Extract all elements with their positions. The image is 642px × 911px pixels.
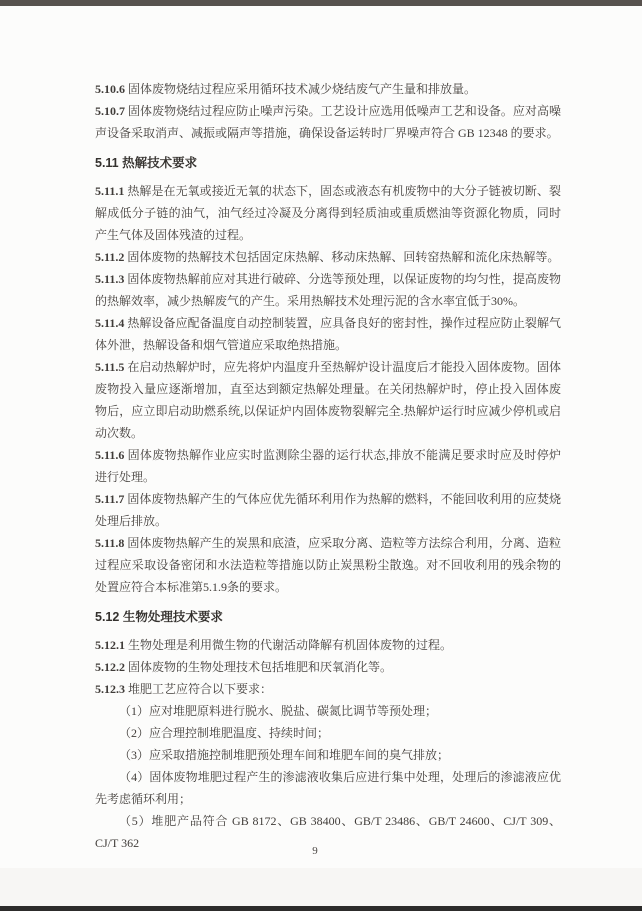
paragraph-text: 固体废物的热解技术包括固定床热解、移动床热解、回转窑热解和流化床热解等。: [127, 250, 560, 264]
paragraph-text: （2）应合理控制堆肥温度、持续时间；: [119, 726, 330, 740]
clause-5.11.6: [95, 444, 561, 488]
clause-5.11.3: [95, 268, 561, 312]
list-item: [95, 700, 561, 722]
clause-5.11.8: [95, 532, 561, 598]
scan-bottom-haze: [0, 868, 642, 906]
clause-5.11.4: [95, 312, 561, 356]
clause-5.11.2: [95, 246, 561, 268]
page-number: 9: [312, 845, 318, 857]
clause-number: 5.11.1: [95, 184, 125, 198]
paragraph-text: （5）堆肥产品符合 GB 8172、GB 38400、GB/T 23486、GB/T 24600、CJ/T 309、CJ/T 362: [95, 814, 561, 850]
scan-top-edge: [0, 0, 642, 6]
section-heading-5.11: [95, 152, 561, 174]
clause-number: 5.11.7: [95, 492, 125, 506]
paragraph-text: 在启动热解炉时，应先将炉内温度升至热解炉设计温度后才能投入固体废物。固体废物投入量应逐渐增加，直至达到额定热解处理量。在关闭热解炉时，停止投入固体废物后，应立即启动助燃系统,以保证炉内固体废物裂解完全.热解炉运行时应减少停机或启动次数。: [95, 360, 561, 440]
clause-number: 5.12.1: [95, 638, 125, 652]
clause-number: 5.11.2: [95, 250, 125, 264]
paragraph-text: 生物处理是利用微生物的代谢活动降解有机固体废物的过程。: [128, 638, 453, 652]
paragraph-text: 固体废物烧结过程应采用循环技术减少烧结废气产生量和排放量。: [128, 82, 477, 96]
paragraph-text: 固体废物热解产生的气体应优先循环利用作为热解的燃料，不能回收利用的应焚烧处理后排放。: [95, 492, 561, 528]
clause-number: 5.10.7: [95, 104, 125, 118]
clause-number: 5.11.5: [95, 360, 125, 374]
document-body: [95, 78, 561, 854]
list-item: [95, 744, 561, 766]
heading-text: 生物处理技术要求: [122, 610, 223, 624]
clause-5.11.5: [95, 356, 561, 444]
paragraph-text: 热解是在无氧或接近无氧的状态下，固态或液态有机废物中的大分子链被切断、裂解成低分子链的油气，油气经过冷凝及分离得到轻质油或重质燃油等资源化物质，同时产生气体及固体残渣的过程。: [95, 184, 561, 242]
paragraph-text: （3）应采取措施控制堆肥预处理车间和堆肥车间的臭气排放；: [119, 748, 450, 762]
clause-number: 5.11: [95, 156, 119, 170]
paragraph-text: 固体废物热解作业应实时监测除尘器的运行状态,排放不能满足要求时应及时停炉进行处理。: [95, 448, 561, 484]
clause-number: 5.12.3: [95, 682, 125, 696]
clause-5.12.2: [95, 656, 561, 678]
list-item: [95, 722, 561, 744]
paragraph-text: （4）固体废物堆肥过程产生的渗滤液收集后应进行集中处理，处理后的渗滤液应优先考虑循环利用；: [95, 770, 561, 806]
clause-number: 5.11.4: [95, 316, 125, 330]
clause-number: 5.11.6: [95, 448, 125, 462]
list-item: [95, 766, 561, 810]
clause-5.10.6: [95, 78, 561, 100]
clause-5.10.7: [95, 100, 561, 144]
clause-5.11.7: [95, 488, 561, 532]
section-heading-5.12: [95, 606, 561, 628]
clause-number: 5.11.3: [95, 272, 125, 286]
clause-number: 5.12: [95, 610, 120, 624]
paragraph-text: 固体废物热解前应对其进行破碎、分选等预处理，以保证废物的均匀性，提高废物的热解效率，减少热解废气的产生。采用热解技术处理污泥的含水率宜低于30%。: [95, 272, 561, 308]
clause-5.12.1: [95, 634, 561, 656]
paragraph-text: 堆肥工艺应符合以下要求：: [128, 682, 273, 696]
paragraph-text: （1）应对堆肥原料进行脱水、脱盐、碳氮比调节等预处理；: [119, 704, 438, 718]
clause-5.11.1: [95, 180, 561, 246]
paragraph-text: 热解设备应配备温度自动控制装置，应具备良好的密封性，操作过程应防止裂解气体外泄，热解设备和烟气管道应采取绝热措施。: [95, 316, 561, 352]
clause-number: 5.10.6: [95, 82, 125, 96]
clause-number: 5.11.8: [95, 536, 125, 550]
paragraph-text: 固体废物烧结过程应防止噪声污染。工艺设计应选用低噪声工艺和设备。应对高噪声设备采取消声、减振或隔声等措施，确保设备运转时厂界噪声符合 GB 12348 的要求。: [95, 104, 561, 140]
heading-text: 热解技术要求: [122, 156, 198, 170]
clause-number: 5.12.2: [95, 660, 125, 674]
scan-bottom-edge: [0, 906, 642, 911]
paragraph-text: 固体废物热解产生的炭黑和底渣，应采取分离、造粒等方法综合利用，分离、造粒过程应采取设备密闭和水法造粒等措施以防止炭黑粉尘散逸。对不回收利用的残余物的处置应符合本标准第5.1.9条的要求。: [95, 536, 561, 594]
clause-5.12.3: [95, 678, 561, 700]
paragraph-text: 固体废物的生物处理技术包括堆肥和厌氧消化等。: [128, 660, 393, 674]
